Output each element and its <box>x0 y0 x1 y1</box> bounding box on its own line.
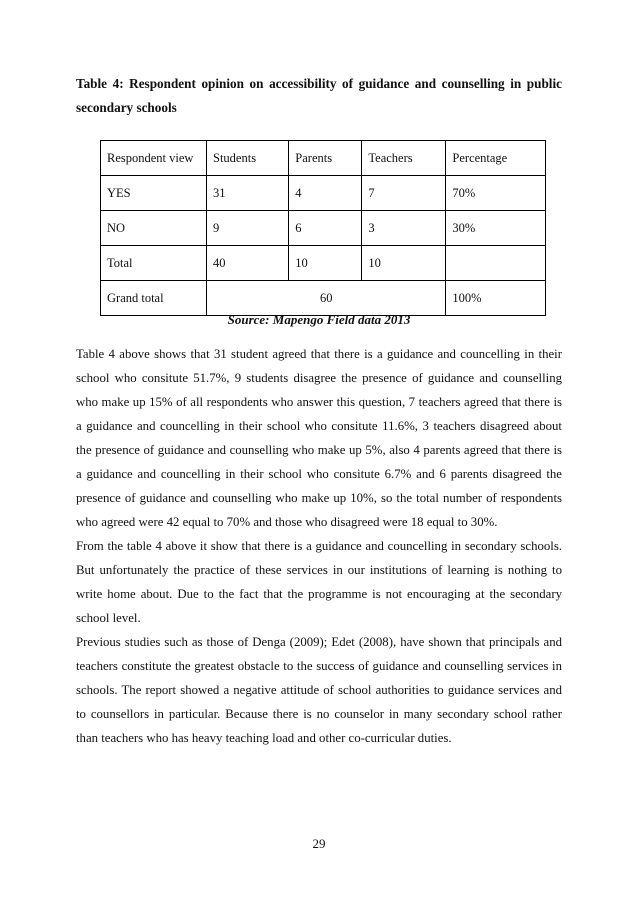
table-row <box>101 211 546 246</box>
paragraph: Table 4 above shows that 31 student agreed that there is a guidance and councelling in their school who consitute 51.7%, 9 students disagree the presence of guidance and counselling who make up 15% of all respondents who answer this question, 7 teachers agreed that there is a guidance and councelling in their school who consitute 11.6%, 3 teachers disagreed about the presence of guidance and counselling who make up 5%, also 4 parents agreed that there is a guidance and councelling in their school who consitute 6.7% and 6 parents disagreed the presence of guidance and counselling who make up 10%, so the total number of respondents who agreed were 42 equal to 70% and those who disagreed were 18 equal to 30%. <box>76 347 562 529</box>
table-cell: 70% <box>446 176 546 211</box>
table-cell: 10 <box>362 246 446 281</box>
table-caption-line-2: secondary schools <box>76 100 177 115</box>
table-cell: Total <box>101 246 207 281</box>
respondent-opinion-table <box>100 140 546 316</box>
grand-total-value: 60 <box>207 281 446 316</box>
grand-total-percentage: 100% <box>446 281 546 316</box>
table-cell: 31 <box>207 176 289 211</box>
table-row <box>101 246 546 281</box>
table-row <box>101 176 546 211</box>
paragraph: Previous studies such as those of Denga (2009); Edet (2008), have shown that principals and teachers constitute the greatest obstacle to the success of guidance and counselling services in schools. The report showed a negative attitude of school authorities to guidance services and to counsellors in particular. Because there is no counselor in many secondary school rather than teachers who has heavy teaching load and other co-curricular duties. <box>76 635 562 745</box>
header-cell: Parents <box>289 141 362 176</box>
table-header-row <box>101 141 546 176</box>
header-cell: Respondent view <box>101 141 207 176</box>
table-cell: 7 <box>362 176 446 211</box>
table-cell: 30% <box>446 211 546 246</box>
table-cell <box>446 246 546 281</box>
grand-total-row <box>101 281 546 316</box>
header-cell: Students <box>207 141 289 176</box>
table-cell: 10 <box>289 246 362 281</box>
table-cell: 3 <box>362 211 446 246</box>
paragraph: From the table 4 above it show that there is a guidance and councelling in secondary schools. But unfortunately the practice of these services in our institutions of learning is nothing to write home about. Due to the fact that the programme is not encouraging at the secondary school level. <box>76 539 562 625</box>
table-cell: NO <box>101 211 207 246</box>
header-cell: Teachers <box>362 141 446 176</box>
table-cell: 40 <box>207 246 289 281</box>
table-cell: 9 <box>207 211 289 246</box>
table-caption-line-1: Table 4: Respondent opinion on accessibility of guidance and counselling in public <box>76 76 562 91</box>
grand-total-label: Grand total <box>101 281 207 316</box>
header-cell: Percentage <box>446 141 546 176</box>
page-number: 29 <box>312 836 326 851</box>
table-cell: 4 <box>289 176 362 211</box>
table-caption <box>76 72 562 120</box>
table-cell: YES <box>101 176 207 211</box>
table-cell: 6 <box>289 211 362 246</box>
table-source: Source: Mapengo Field data 2013 <box>227 312 411 327</box>
